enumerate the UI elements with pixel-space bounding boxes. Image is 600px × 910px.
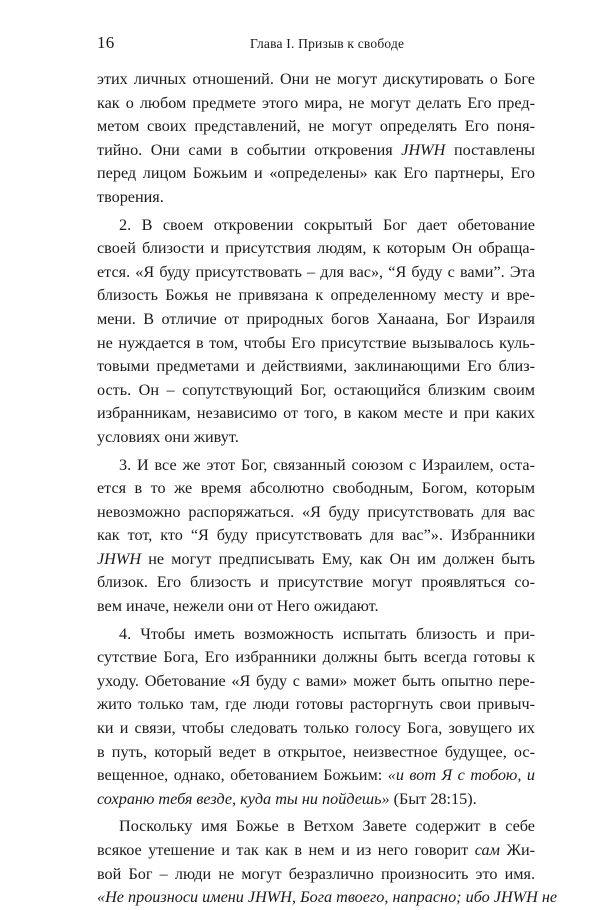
text-line: вой Бог – люди не могут безразлично произносить это имя. [97, 864, 535, 883]
text-line: условиях они живут. [97, 427, 239, 446]
text-line: перед лицом Божьим и «определены» как Его партнеры, Его [97, 164, 535, 183]
italic-span: JHWH [97, 549, 142, 568]
italic-span: «Не произноси имени JHWH, Бога твоего, напрасно; ибо JHWH не [97, 888, 558, 907]
text-line: всякое утешение и так как в нем и из него говорит сам Жи- [97, 841, 536, 859]
text-line: 2. В своем откровении сокрытый Бог дает обетование [119, 215, 535, 234]
text-line: 3. И все же этот Бог, связанный союзом с Израилем, оста- [119, 455, 535, 474]
running-head: Глава I. Призыв к свободе [250, 36, 405, 51]
text-line: вем иначе, нежели они от Него ожидают. [97, 597, 379, 616]
text-line: ость. Он – сопутствующий Бог, остающийся близким своим [97, 380, 535, 399]
text-line: творения. [97, 187, 164, 206]
text-line: в путь, который ведет в открытое, неизвестное будущее, ос- [97, 742, 535, 761]
text-line: сутствие Бога, Его избранники должны быть всегда готовы к [97, 648, 535, 667]
paragraph-intro [97, 68, 535, 210]
italic-span: сам [474, 841, 500, 859]
text-line: JHWH не могут предписывать Ему, как Он им должен быть [97, 549, 535, 568]
text-line: 4. Чтобы иметь возможность испытать близость и при- [119, 624, 535, 643]
text-line: метом своих представлений, не могут определять Его поня- [97, 117, 535, 136]
text-line: ется. «Я буду присутствовать – для вас», “Я буду с вами”. Эта [97, 262, 535, 281]
text-line: избранникам, независимо от того, в каком месте и при каких [97, 404, 535, 423]
paragraph-point-3 [97, 454, 535, 619]
text-line: близок. Его близость и присутствие могут проявляться со- [97, 573, 535, 592]
paragraph-point-2 [97, 214, 535, 450]
text-line: ется в то же время абсолютно свободным, Богом, которым [97, 479, 535, 498]
text-line: ки и связи, чтобы следовать только голосу Бога, зовущего их [97, 719, 535, 738]
text-line: мени. В отличие от природных богов Ханаана, Бог Израиля [97, 309, 535, 328]
text-line: жито только там, где люди готовы расторгнуть свои привыч- [97, 695, 535, 714]
body-text [97, 68, 558, 910]
text-line: сохраню тебя везде, куда ты ни пойдешь» (Быт 28:15). [97, 789, 477, 808]
text-line: товыми предметами и действиями, заклинающими Его близ- [97, 357, 535, 376]
text-line: вещенное, однако, обетованием Божьим: «и вот Я с тобою, и [97, 766, 535, 785]
italic-span: JHWH [401, 140, 446, 159]
italic-span: сохраню тебя везде, куда ты ни пойдешь» [97, 789, 390, 808]
text-line: не нуждается в том, чтобы Его присутствие вызывалось куль- [97, 333, 535, 352]
paragraph-closing [97, 815, 558, 909]
italic-span: «и вот Я с тобою, и [387, 766, 535, 785]
text-line: как о любом предмете этого мира, не могут делать Его пред- [97, 93, 535, 112]
text-line: близость Божья не привязана к определенному месту и вре- [97, 286, 535, 305]
paragraph-point-4 [97, 623, 535, 812]
text-line: своей близости и присутствия людям, к которым Он обраща- [97, 239, 535, 258]
page-number: 16 [97, 33, 115, 52]
text-line: этих личных отношений. Они не могут дискутировать о Боге [97, 70, 535, 88]
text-line: уходу. Обетование «Я буду с вами» может быть опытно пере- [97, 671, 535, 690]
text-line: невозможно распоряжаться. «Я буду присутствовать для вас [97, 502, 535, 521]
text-line: тийно. Они сами в событии откровения JHWH поставлены [97, 140, 535, 159]
text-line: как тот, кто “Я буду присутствовать для вас”». Избранники [97, 526, 535, 545]
text-line: Поскольку имя Божье в Ветхом Завете содержит в себе [119, 817, 535, 836]
text-line [97, 886, 558, 910]
